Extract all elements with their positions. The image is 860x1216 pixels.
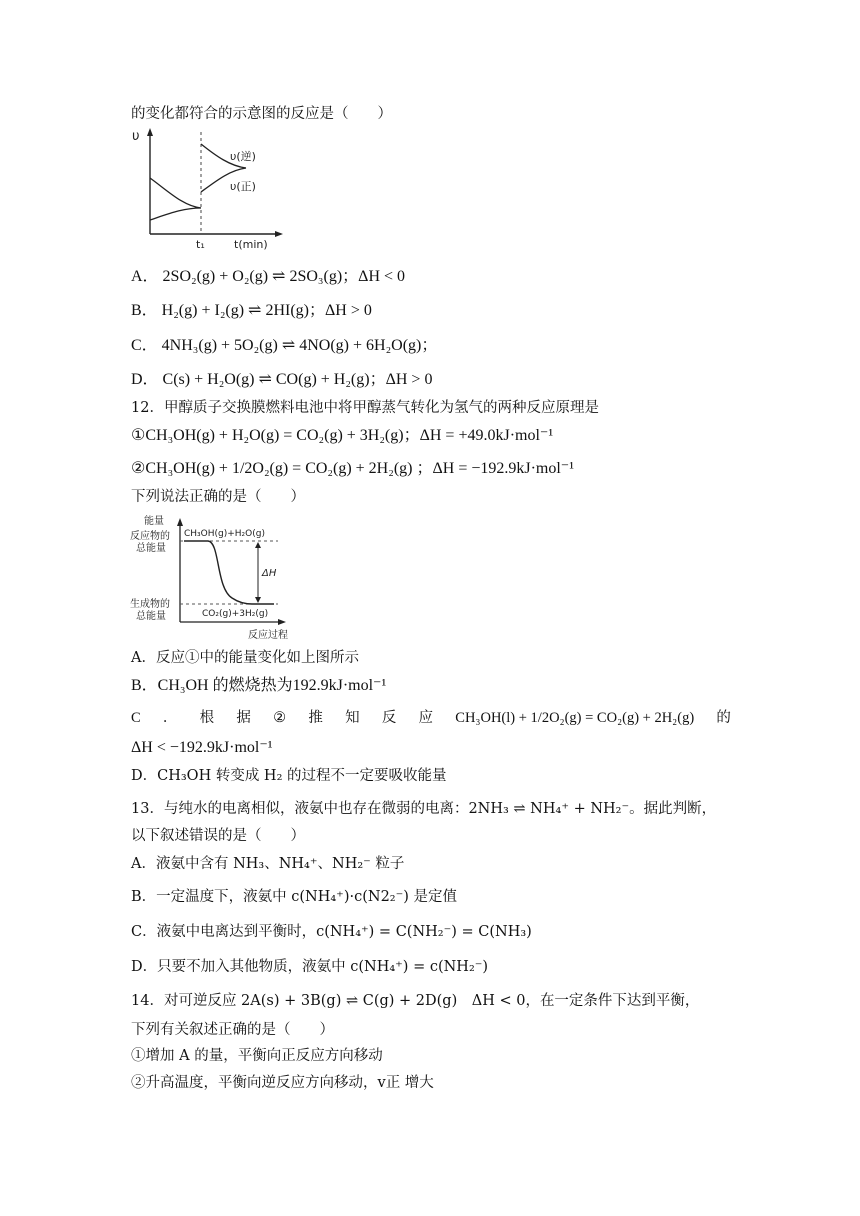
q12-reaction-1: ①CH₃OH(g) + H₂O(g) = CO₂(g) + 3H₂(g)；ΔH = +49.0kJ·mol⁻¹ <box>131 427 554 444</box>
energy-axis-label: 能量 <box>144 516 164 527</box>
q12-option-c-part: ． <box>162 710 178 726</box>
q12-option-c-part: 据 <box>236 710 251 726</box>
q11-option-d[interactable]: D． C(s) + H₂O(g) ⇌ CO(g) + H₂(g)；ΔH > 0 <box>131 371 433 388</box>
q11-option-a[interactable]: A． 2SO₂(g) + O₂(g) ⇌ 2SO₃(g)；ΔH < 0 <box>131 268 406 285</box>
q14-stem-line2: 下列有关叙述正确的是（ ） <box>131 1022 334 1038</box>
q13-option-b[interactable]: B．一定温度下，液氨中 c(NH₄⁺)·c(N2₂⁻) 是定值 <box>131 889 458 905</box>
q12-option-c-part: 推 <box>308 710 323 726</box>
q12-ask: 下列说法正确的是（ ） <box>131 489 305 505</box>
axis-x-label: t(min) <box>234 238 268 251</box>
q12-option-c-equation: CH₃OH(l) + 1/2O₂(g) = CO₂(g) + 2H₂(g) <box>455 710 695 726</box>
reaction-progress-label: 反应过程 <box>248 630 288 641</box>
product-energy-label-2: 总能量 <box>136 611 166 622</box>
product-energy-label-1: 生成物的 <box>130 599 170 610</box>
q12-reaction-2: ②CH₃OH(g) + 1/2O₂(g) = CO₂(g) + 2H₂(g) ；ΔH = −192.9kJ·mol⁻¹ <box>131 460 575 477</box>
q14-statement-1: ①增加 A 的量，平衡向正反应方向移动 <box>131 1048 383 1064</box>
axis-y-label: υ <box>132 129 140 144</box>
q12-option-c-part: 的 <box>716 710 731 726</box>
q13-stem-line2: 以下叙述错误的是（ ） <box>131 828 305 844</box>
q12-option-c-part: C <box>131 710 141 726</box>
q12-option-c-part: 知 <box>345 710 360 726</box>
top-species-label: CH₃OH(g)+H₂O(g) <box>184 529 265 539</box>
delta-h-label: ΔH <box>262 568 277 579</box>
q14-stem-line1: 14．对可逆反应 2A(s) + 3B(g) ⇌ C(g) + 2D(g) ΔH < 0，在一定条件下达到平衡， <box>131 993 700 1009</box>
q13-option-d[interactable]: D．只要不加入其他物质，液氨中 c(NH₄⁺) = c(NH₂⁻) <box>131 959 489 975</box>
q12-option-b[interactable]: B．CH₃OH 的燃烧热为192.9kJ·mol⁻¹ <box>131 677 387 694</box>
label-reverse-rate: υ(逆) <box>230 150 256 163</box>
q12-option-d[interactable]: D．CH₃OH 转变成 H₂ 的过程不一定要吸收能量 <box>131 768 447 784</box>
question-intro: 的变化都符合的示意图的反应是（ ） <box>131 106 392 122</box>
reactant-energy-label-1: 反应物的 <box>130 531 170 542</box>
q12-option-c[interactable] <box>131 708 731 728</box>
q14-statement-2: ②升高温度，平衡向逆反应方向移动，v正 增大 <box>131 1075 434 1091</box>
q12-stem: 12．甲醇质子交换膜燃料电池中将甲醇蒸气转化为氢气的两种反应原理是 <box>131 400 599 416</box>
q12-option-c-part: ② <box>273 710 287 726</box>
q11-option-c[interactable]: C． 4NH₃(g) + 5O₂(g) ⇌ 4NO(g) + 6H₂O(g)； <box>131 337 438 354</box>
tick-t1: t₁ <box>196 238 205 251</box>
q12-option-c-part: 根 <box>199 710 215 726</box>
q12-option-c-line2: ΔH < −192.9kJ·mol⁻¹ <box>131 739 273 756</box>
q11-option-b[interactable]: B． H₂(g) + I₂(g) ⇌ 2HI(g)；ΔH > 0 <box>131 302 372 319</box>
q12-option-a[interactable]: A．反应①中的能量变化如上图所示 <box>131 650 359 666</box>
energy-diagram-figure <box>128 512 293 644</box>
label-forward-rate: υ(正) <box>230 180 256 193</box>
bottom-species-label: CO₂(g)+3H₂(g) <box>202 609 269 619</box>
q12-option-c-part: 反 <box>381 710 397 726</box>
q13-stem-line1: 13．与纯水的电离相似，液氨中也存在微弱的电离：2NH₃ ⇌ NH₄⁺ + NH₂⁻。据此判断， <box>131 801 717 817</box>
q13-option-c[interactable]: C．液氨中电离达到平衡时，c(NH₄⁺) = C(NH₂⁻) = C(NH₃) <box>131 924 532 940</box>
q12-option-c-part: 应 <box>418 710 434 726</box>
q13-option-a[interactable]: A．液氨中含有 NH₃、NH₄⁺、NH₂⁻ 粒子 <box>131 856 405 872</box>
reactant-energy-label-2: 总能量 <box>136 543 166 554</box>
velocity-time-figure <box>128 126 288 254</box>
